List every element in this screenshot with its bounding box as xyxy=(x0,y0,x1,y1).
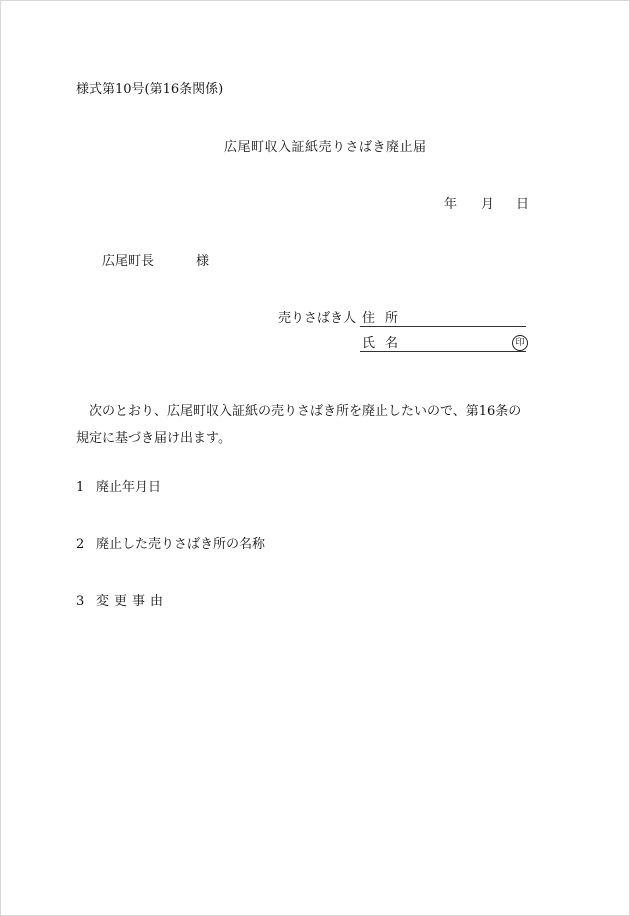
item-label: 変更事由 xyxy=(96,594,169,609)
name-label: 氏名 xyxy=(362,336,409,351)
list-item xyxy=(76,537,265,553)
recipient-name: 広尾町長 xyxy=(102,254,155,269)
item-label: 廃止年月日 xyxy=(96,480,162,495)
date-month-label: 月 xyxy=(481,197,495,212)
name-field-line xyxy=(360,351,526,352)
date-year-label: 年 xyxy=(444,197,458,212)
document-title: 広尾町収入証紙売りさばき廃止届 xyxy=(224,140,427,155)
seal-mark: 印 xyxy=(512,335,528,351)
body-text: 次のとおり、広尾町収入証紙の売りさばき所を廃止したいので、第16条の規定に基づき届け出ます。 xyxy=(76,404,522,446)
recipient-honorific: 様 xyxy=(196,254,210,269)
list-item xyxy=(76,480,161,496)
list-item xyxy=(76,594,168,610)
address-field-line xyxy=(360,326,526,327)
item-label: 廃止した売りさばき所の名称 xyxy=(96,537,266,552)
item-number: 2 xyxy=(76,537,85,552)
form-number: 様式第10号(第16条関係) xyxy=(76,82,224,97)
item-number: 1 xyxy=(76,480,85,495)
applicant-label: 売りさばき人 xyxy=(278,311,357,326)
item-number: 3 xyxy=(76,594,85,609)
address-label: 住所 xyxy=(362,311,409,326)
date-day-label: 日 xyxy=(516,197,530,212)
